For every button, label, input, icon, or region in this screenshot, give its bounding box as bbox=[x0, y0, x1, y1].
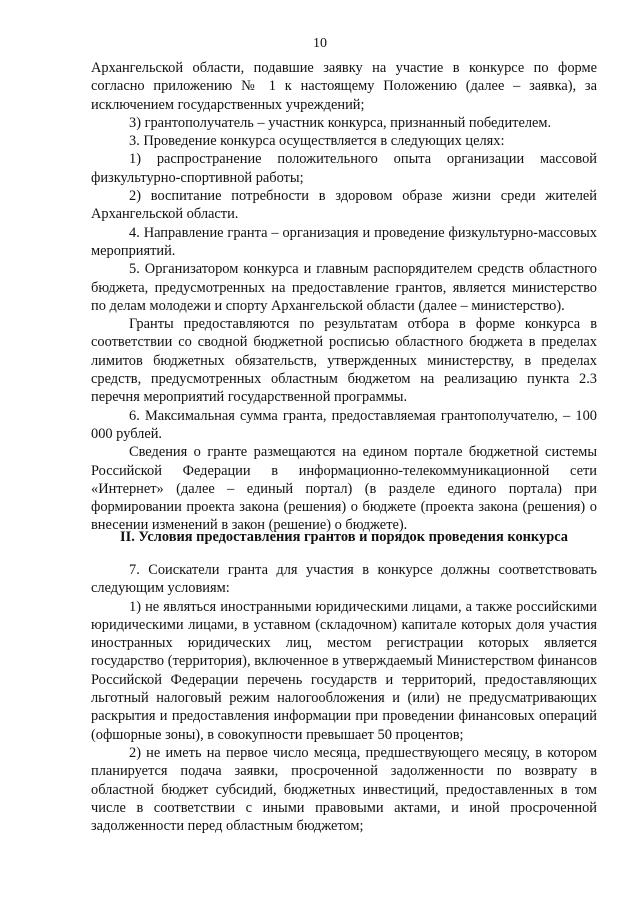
text-block-bottom bbox=[91, 561, 597, 835]
section-title: II. Условия предоставления грантов и порядок проведения конкурса bbox=[120, 529, 568, 545]
paragraph: 2) воспитание потребности в здоровом образе жизни среди жителей Архангельской области. bbox=[91, 188, 597, 223]
paragraph: 3) грантополучатель – участник конкурса, признанный победителем. bbox=[129, 114, 552, 131]
text-block-top bbox=[91, 59, 597, 535]
page-number: 10 bbox=[313, 36, 327, 51]
paragraph: 4. Направление гранта – организация и проведение физкультурно-массовых мероприятий. bbox=[91, 224, 597, 259]
paragraph: 3. Проведение конкурса осуществляется в следующих целях: bbox=[129, 133, 505, 150]
paragraph: 1) распространение положительного опыта организации массовой физкультурно-спортивной работы; bbox=[91, 151, 597, 186]
paragraph: Архангельской области, подавшие заявку на участие в конкурсе по форме согласно приложению № 1 к настоящему Положению (далее – заявка), за исключением государственных учреждений; bbox=[91, 60, 597, 113]
paragraph: 1) не являться иностранными юридическими лицами, а также российскими юридическими лицами, в уставном (складочном) капитале которых доля участия иностранных юридических лиц, местом регистрации которых является государство (территория), включенное в утверждаемый Министерством финансов Российской Федерации перечень государств и территорий, предоставляющих льготный налоговый режим налогообложения и (или) не предусматривающих раскрытия и предоставления информации при проведении финансовых операций (офшорные зоны), в совокупности превышает 50 процентов; bbox=[91, 598, 597, 743]
paragraph: Гранты предоставляются по результатам отбора в форме конкурса в соответствии со сводной бюджетной росписью областного бюджета в пределах лимитов бюджетных обязательств, утвержденных министерству, в пределах средств, предусмотренных областным бюджетом на реализацию пункта 2.3 перечня мероприятий государственной программы. bbox=[91, 316, 597, 406]
paragraph: 7. Соискатели гранта для участия в конкурсе должны соответствовать следующим условиям: bbox=[91, 562, 597, 597]
paragraph: 2) не иметь на первое число месяца, предшествующего месяцу, в котором планируется подача заявки, просроченной задолженности по возврату в областной бюджет субсидий, бюджетных инвестиций, предоставленных в том числе в соответствии с иными правовыми актами, и иной просроченной задолженности перед областным бюджетом; bbox=[91, 744, 597, 835]
paragraph: 5. Организатором конкурса и главным распорядителем средств областного бюджета, предусмотренных на предоставление грантов, является министерство по делам молодежи и спорту Архангельской области (далее – министерство). bbox=[91, 261, 597, 314]
paragraph: Сведения о гранте размещаются на едином портале бюджетной системы Российской Федерации в информационно-телекоммуникационной сети «Интернет» (далее – единый портал) (в разделе единого портала) при формировании проекта закона (решения) о бюджете (проекта закона (решения) о внесении изменений в закон (решение) о бюджете). bbox=[91, 444, 597, 534]
paragraph: 6. Максимальная сумма гранта, предоставляемая грантополучателю, – 100 000 рублей. bbox=[91, 407, 597, 442]
